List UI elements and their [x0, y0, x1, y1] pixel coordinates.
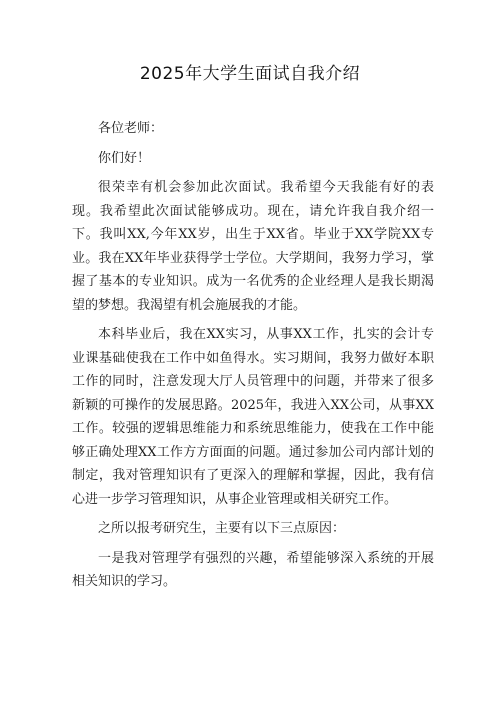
- body-paragraph-experience: 本科毕业后，我在XX实习，从事XX工作，扎实的会计专业课基础使我在工作中如鱼得水。实习期间，我努力做好本职工作的同时，注意发现大厅人员管理中的问题，并带来了很多新颖的可操作的发展思路。2025年，我进入XX公司，从事XX工作。较强的逻辑思维能力和系统思维能力，使我在工作中能够正确处理XX工作方方面面的问题。通过参加公司内部计划的制定，我对管理知识有了更深入的理解和掌握，因此，我有信心进一步学习管理知识，从事企业管理或相关研究工作。: [72, 327, 434, 507]
- body-paragraph-intro: 很荣幸有机会参加此次面试。我希望今天我能有好的表现。我希望此次面试能够成功。现在，请允许我自我介绍一下。我叫XX,今年XX岁，出生于XX省。毕业于XX学院XX专业。我在XX年毕业获得学士学位。大学期间，我努力学习，掌握了基本的专业知识。成为一名优秀的企业经理人是我长期渴望的梦想。我渴望有机会施展我的才能。: [72, 180, 434, 313]
- body-paragraph-reason-one: 一是我对管理学有强烈的兴趣，希望能够深入系统的开展相关知识的学习。: [72, 550, 434, 589]
- body-paragraph-reasons-intro: 之所以报考研究生，主要有以下三点原因：: [98, 521, 346, 536]
- document-title: 2025年大学生面试自我介绍: [139, 64, 361, 84]
- document-body: [72, 117, 434, 600]
- greeting-line: 各位老师：: [98, 121, 164, 136]
- salutation-line: 你们好！: [98, 150, 151, 166]
